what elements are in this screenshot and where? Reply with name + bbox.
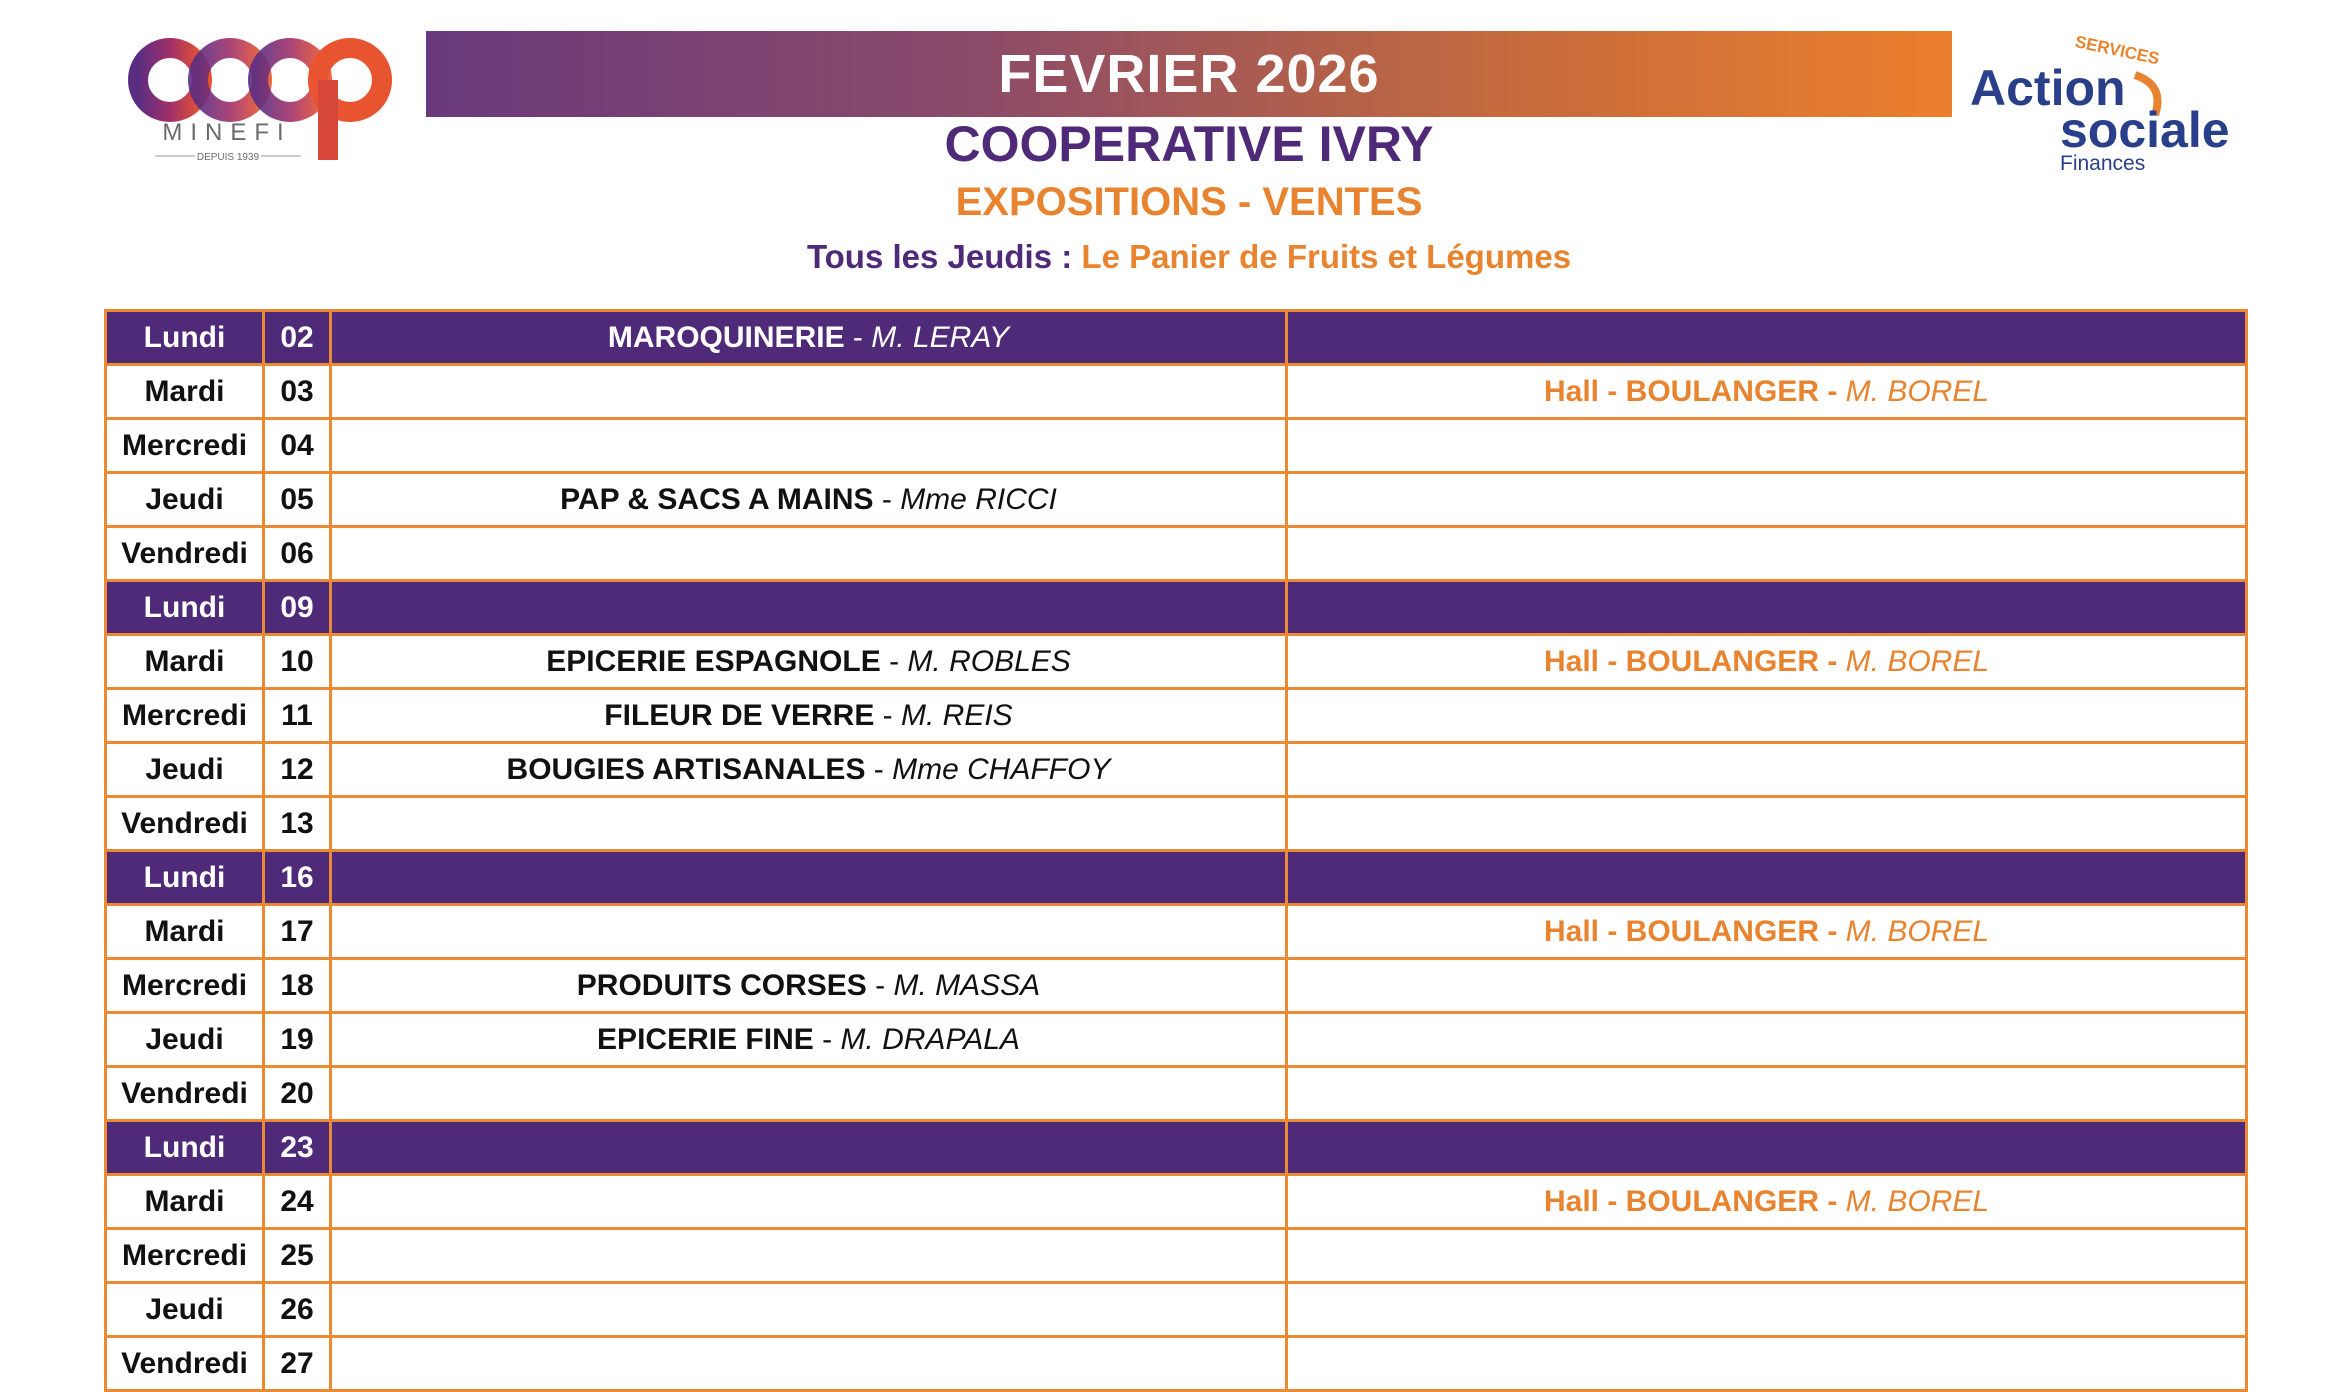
day-cell: Jeudi	[106, 1013, 264, 1067]
separator: -	[880, 644, 908, 678]
day-cell: Vendredi	[106, 1337, 264, 1391]
table-row	[106, 851, 2247, 905]
table-row	[106, 1121, 2247, 1175]
action-sociale-logo-top: SERVICES	[2073, 32, 2162, 69]
exposition-cell	[331, 851, 1287, 905]
hall-cell	[1287, 527, 2247, 581]
separator: -	[1818, 914, 1846, 948]
date-cell: 16	[264, 851, 331, 905]
day-cell: Vendredi	[106, 1067, 264, 1121]
exposition-cell	[331, 797, 1287, 851]
table-row	[106, 581, 2247, 635]
table-row	[106, 1013, 2247, 1067]
day-cell: Lundi	[106, 311, 264, 365]
exposition-cell	[331, 1067, 1287, 1121]
date-cell: 25	[264, 1229, 331, 1283]
separator: -	[844, 320, 872, 354]
hall-cell	[1287, 1229, 2247, 1283]
thursday-note-prefix: Tous les Jeudis :	[806, 238, 1082, 275]
hall-cell	[1287, 419, 2247, 473]
thursday-note	[426, 238, 1952, 276]
subtitle-cooperative: COOPERATIVE IVRY	[944, 116, 1434, 172]
date-cell: 04	[264, 419, 331, 473]
day-cell: Mercredi	[106, 959, 264, 1013]
date-cell: 23	[264, 1121, 331, 1175]
hall-cell	[1287, 1013, 2247, 1067]
table-row	[106, 1229, 2247, 1283]
exposition-cell	[331, 635, 1287, 689]
hall-cell	[1287, 959, 2247, 1013]
exposition-name: MAROQUINERIE	[607, 320, 845, 354]
date-cell: 20	[264, 1067, 331, 1121]
page-title: FEVRIER 2026	[998, 44, 1380, 104]
exposition-person: Mme RICCI	[900, 482, 1057, 516]
table-row	[106, 743, 2247, 797]
day-cell: Mercredi	[106, 1229, 264, 1283]
exposition-person: M. MASSA	[893, 968, 1041, 1002]
separator: -	[813, 1022, 841, 1056]
exposition-cell	[331, 365, 1287, 419]
table-row	[106, 689, 2247, 743]
exposition-person: M. LERAY	[871, 320, 1010, 354]
hall-event: Hall - BOULANGER	[1543, 1184, 1819, 1218]
day-cell: Mercredi	[106, 419, 264, 473]
date-cell: 03	[264, 365, 331, 419]
date-cell: 17	[264, 905, 331, 959]
exposition-person: M. DRAPALA	[840, 1022, 1020, 1056]
table-row	[106, 419, 2247, 473]
exposition-cell	[331, 1175, 1287, 1229]
exposition-cell	[331, 905, 1287, 959]
action-sociale-logo	[1965, 25, 2255, 185]
hall-person: M. BOREL	[1845, 644, 1990, 678]
hall-event: Hall - BOULANGER	[1543, 644, 1819, 678]
schedule-table	[104, 309, 2248, 1392]
separator: -	[866, 968, 894, 1002]
table-row	[106, 1067, 2247, 1121]
hall-cell	[1287, 851, 2247, 905]
table-row	[106, 797, 2247, 851]
separator: -	[1818, 374, 1846, 408]
exposition-cell	[331, 1337, 1287, 1391]
date-cell: 10	[264, 635, 331, 689]
hall-event: Hall - BOULANGER	[1543, 914, 1819, 948]
coop-logo-subtitle: MINEFI	[162, 119, 292, 146]
exposition-cell	[331, 1283, 1287, 1337]
hall-person: M. BOREL	[1845, 914, 1990, 948]
coop-logo-tagline: DEPUIS 1939	[196, 152, 260, 163]
hall-cell	[1287, 743, 2247, 797]
date-cell: 11	[264, 689, 331, 743]
day-cell: Jeudi	[106, 1283, 264, 1337]
section-heading: EXPOSITIONS - VENTES	[955, 180, 1423, 224]
separator: -	[865, 752, 893, 786]
exposition-cell	[331, 1121, 1287, 1175]
table-row	[106, 635, 2247, 689]
hall-cell	[1287, 1067, 2247, 1121]
date-cell: 12	[264, 743, 331, 797]
table-row	[106, 527, 2247, 581]
day-cell: Lundi	[106, 851, 264, 905]
exposition-cell	[331, 473, 1287, 527]
hall-cell	[1287, 365, 2247, 419]
table-row	[106, 905, 2247, 959]
hall-cell	[1287, 1121, 2247, 1175]
day-cell: Vendredi	[106, 797, 264, 851]
exposition-cell	[331, 1013, 1287, 1067]
date-cell: 05	[264, 473, 331, 527]
hall-cell	[1287, 905, 2247, 959]
date-cell: 18	[264, 959, 331, 1013]
hall-event: Hall - BOULANGER	[1543, 374, 1819, 408]
hall-cell	[1287, 1283, 2247, 1337]
exposition-name: EPICERIE ESPAGNOLE	[546, 644, 881, 678]
exposition-name: PRODUITS CORSES	[576, 968, 867, 1002]
separator: -	[1818, 1184, 1846, 1218]
day-cell: Lundi	[106, 1121, 264, 1175]
table-row	[106, 1283, 2247, 1337]
day-cell: Mardi	[106, 1175, 264, 1229]
exposition-name: EPICERIE FINE	[597, 1022, 814, 1056]
action-sociale-logo-line3: Finances	[2060, 152, 2146, 175]
date-cell: 27	[264, 1337, 331, 1391]
table-row	[106, 1337, 2247, 1391]
exposition-person: M. REIS	[901, 698, 1013, 732]
action-sociale-logo-line2: sociale	[2060, 102, 2230, 158]
date-cell: 26	[264, 1283, 331, 1337]
exposition-cell	[331, 527, 1287, 581]
hall-cell	[1287, 1337, 2247, 1391]
exposition-person: Mme CHAFFOY	[892, 752, 1111, 786]
hall-cell	[1287, 473, 2247, 527]
day-cell: Vendredi	[106, 527, 264, 581]
coop-minefi-logo	[125, 38, 415, 168]
table-row	[106, 1175, 2247, 1229]
day-cell: Mardi	[106, 365, 264, 419]
title-banner	[426, 31, 1952, 117]
thursday-note-highlight: Le Panier de Fruits et Légumes	[1081, 238, 1572, 275]
date-cell: 09	[264, 581, 331, 635]
day-cell: Jeudi	[106, 743, 264, 797]
exposition-cell	[331, 581, 1287, 635]
exposition-cell	[331, 419, 1287, 473]
table-row	[106, 365, 2247, 419]
exposition-cell	[331, 743, 1287, 797]
table-row	[106, 311, 2247, 365]
separator: -	[1818, 644, 1846, 678]
action-sociale-logo-line1: Action	[1970, 60, 2126, 116]
date-cell: 13	[264, 797, 331, 851]
hall-person: M. BOREL	[1845, 374, 1990, 408]
hall-cell	[1287, 311, 2247, 365]
date-cell: 24	[264, 1175, 331, 1229]
day-cell: Mardi	[106, 905, 264, 959]
date-cell: 06	[264, 527, 331, 581]
exposition-cell	[331, 959, 1287, 1013]
hall-cell	[1287, 635, 2247, 689]
hall-person: M. BOREL	[1845, 1184, 1990, 1218]
exposition-name: PAP & SACS A MAINS	[560, 482, 874, 516]
exposition-name: FILEUR DE VERRE	[604, 698, 875, 732]
exposition-person: M. ROBLES	[907, 644, 1071, 678]
date-cell: 02	[264, 311, 331, 365]
hall-cell	[1287, 581, 2247, 635]
separator: -	[873, 482, 901, 516]
table-row	[106, 473, 2247, 527]
day-cell: Mercredi	[106, 689, 264, 743]
day-cell: Jeudi	[106, 473, 264, 527]
exposition-cell	[331, 689, 1287, 743]
date-cell: 19	[264, 1013, 331, 1067]
exposition-cell	[331, 311, 1287, 365]
day-cell: Lundi	[106, 581, 264, 635]
hall-cell	[1287, 1175, 2247, 1229]
exposition-name: BOUGIES ARTISANALES	[506, 752, 866, 786]
day-cell: Mardi	[106, 635, 264, 689]
table-row	[106, 959, 2247, 1013]
exposition-cell	[331, 1229, 1287, 1283]
hall-cell	[1287, 689, 2247, 743]
hall-cell	[1287, 797, 2247, 851]
separator: -	[874, 698, 901, 732]
